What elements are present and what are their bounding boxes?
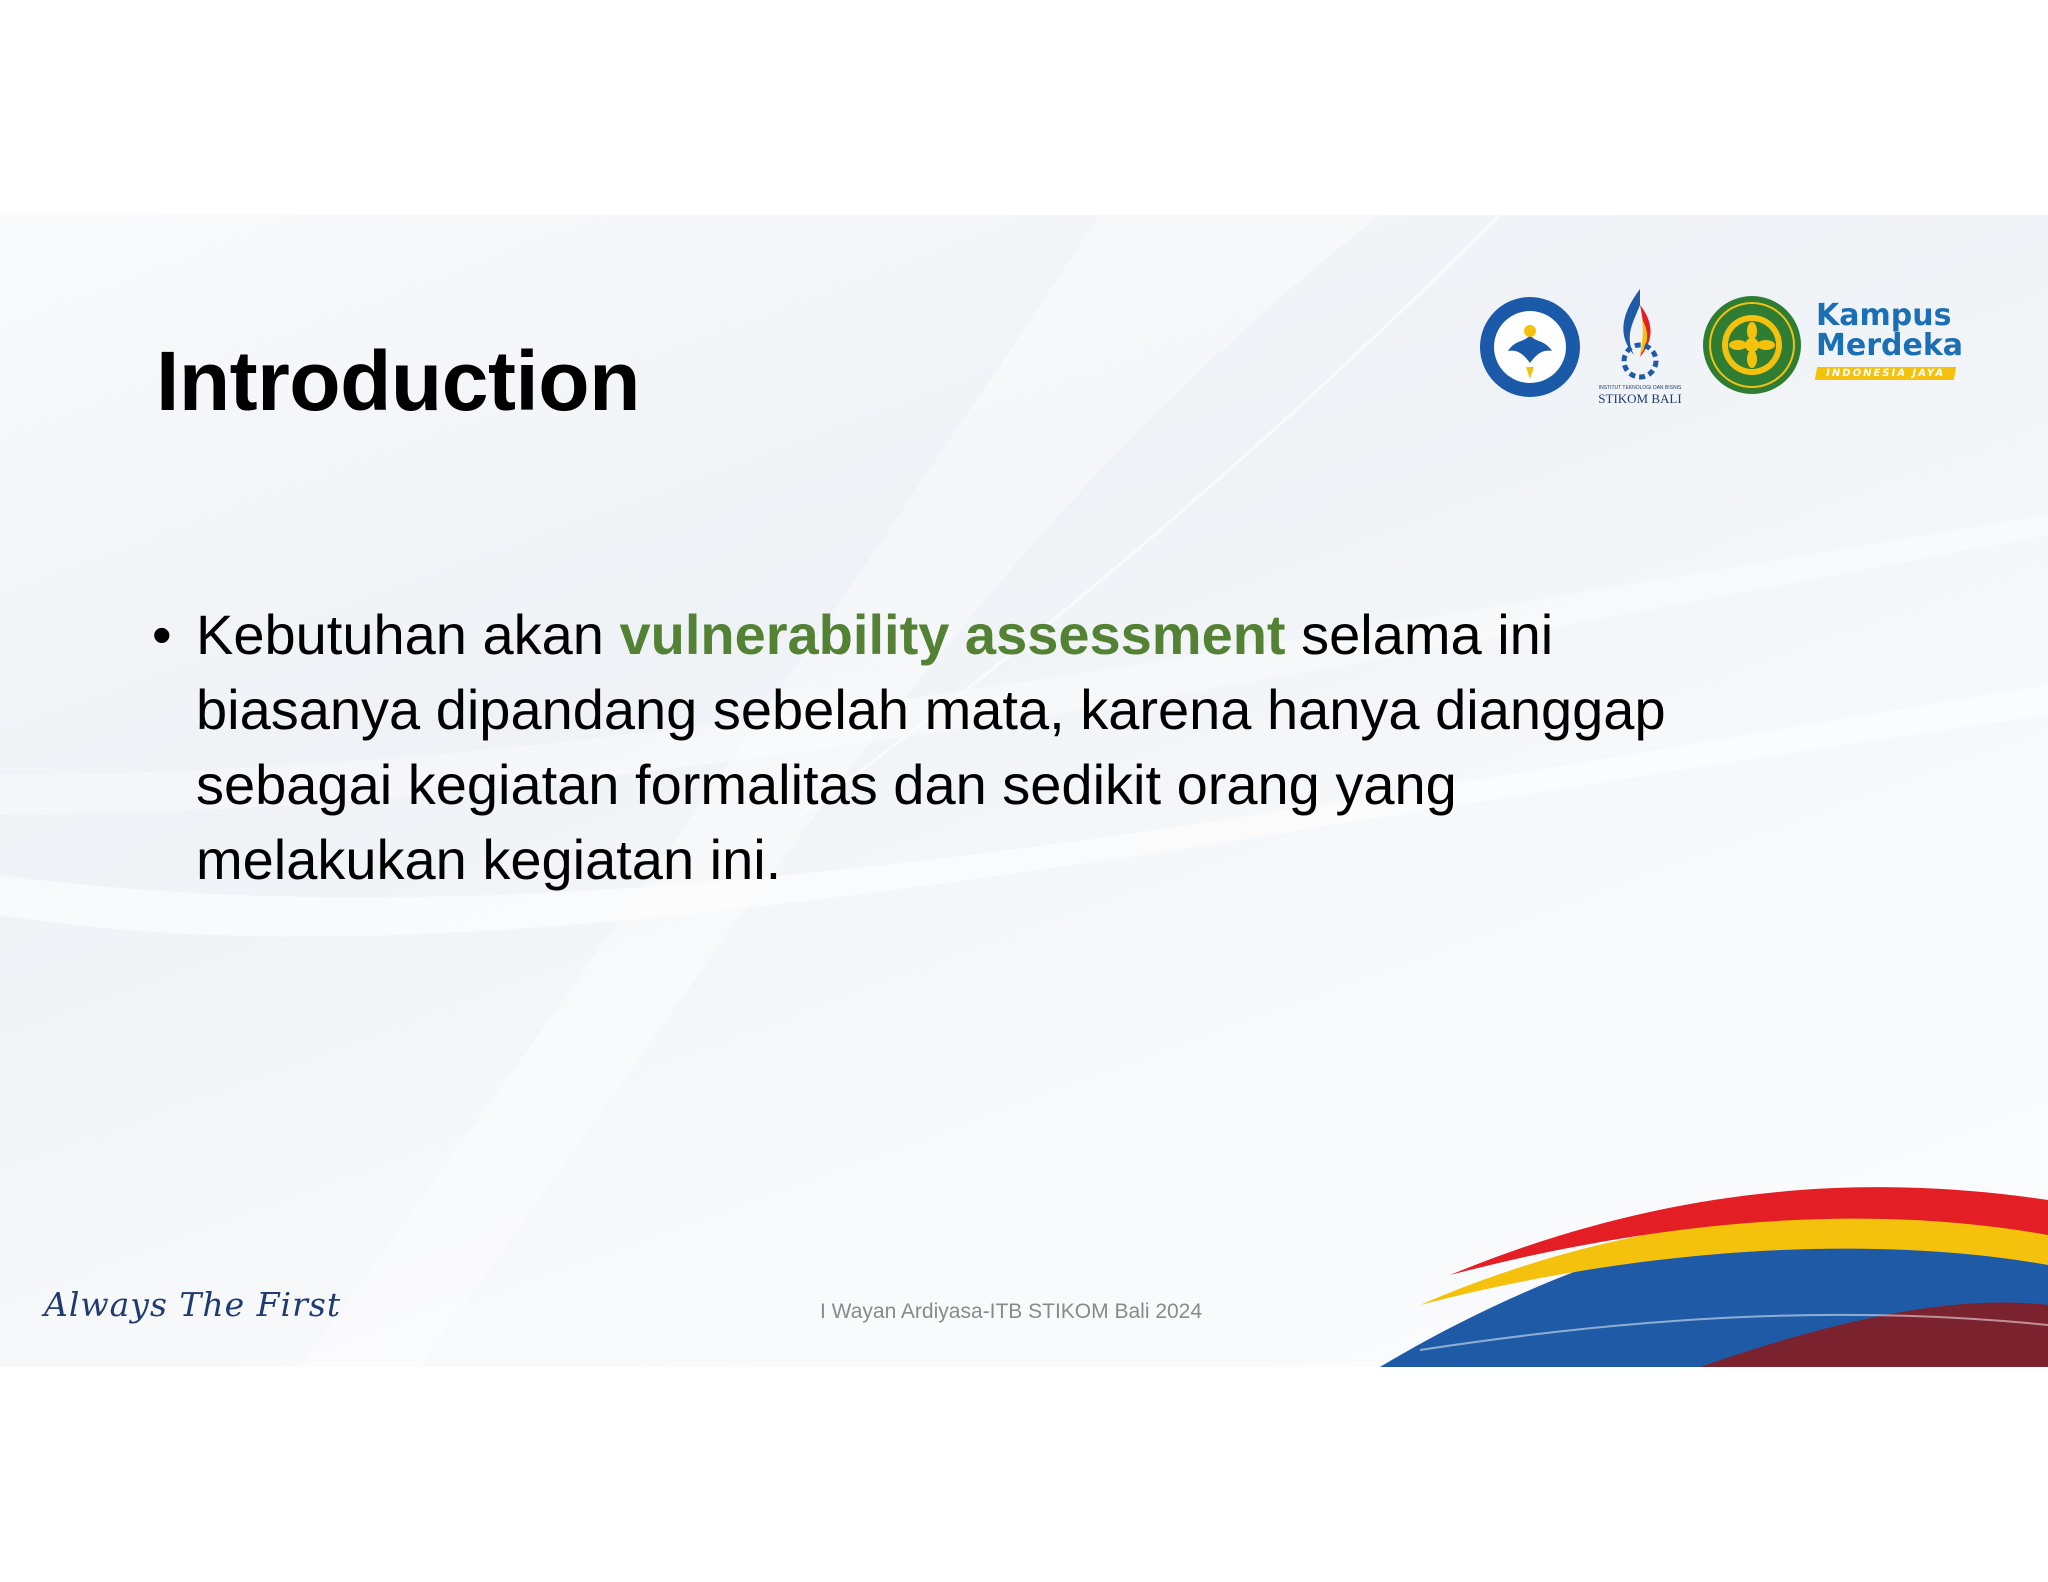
svg-text:STIKOM BALI: STIKOM BALI — [1598, 391, 1682, 406]
bullet-text-line2: biasanya dipandang sebelah mata, karena hanya dianggap — [196, 678, 1666, 741]
footer-text: I Wayan Ardiyasa-ITB STIKOM Bali 2024 — [820, 1300, 1203, 1323]
bullet-text-line1-end: selama ini — [1285, 603, 1554, 666]
bullet-text-line3: sebagai kegiatan formalitas dan sedikit orang yang — [196, 753, 1457, 816]
svg-text:INSTITUT TEKNOLOGI DAN BISNIS: INSTITUT TEKNOLOGI DAN BISNIS — [1598, 385, 1682, 391]
bullet-point: • — [152, 603, 172, 666]
tagline: Always The First — [44, 1285, 342, 1324]
slide — [0, 215, 2048, 1367]
footer-ribbon — [0, 215, 2048, 1367]
kampus-merdeka-logo: Kampus Merdeka INDONESIA JAYA — [1816, 298, 1964, 379]
highlight-term: vulnerability assessment — [619, 603, 1286, 666]
bullet-text-line4: melakukan kegiatan ini. — [196, 828, 782, 891]
slide-title: Introduction — [156, 334, 640, 428]
bullet-text-start: Kebutuhan akan — [196, 603, 620, 666]
